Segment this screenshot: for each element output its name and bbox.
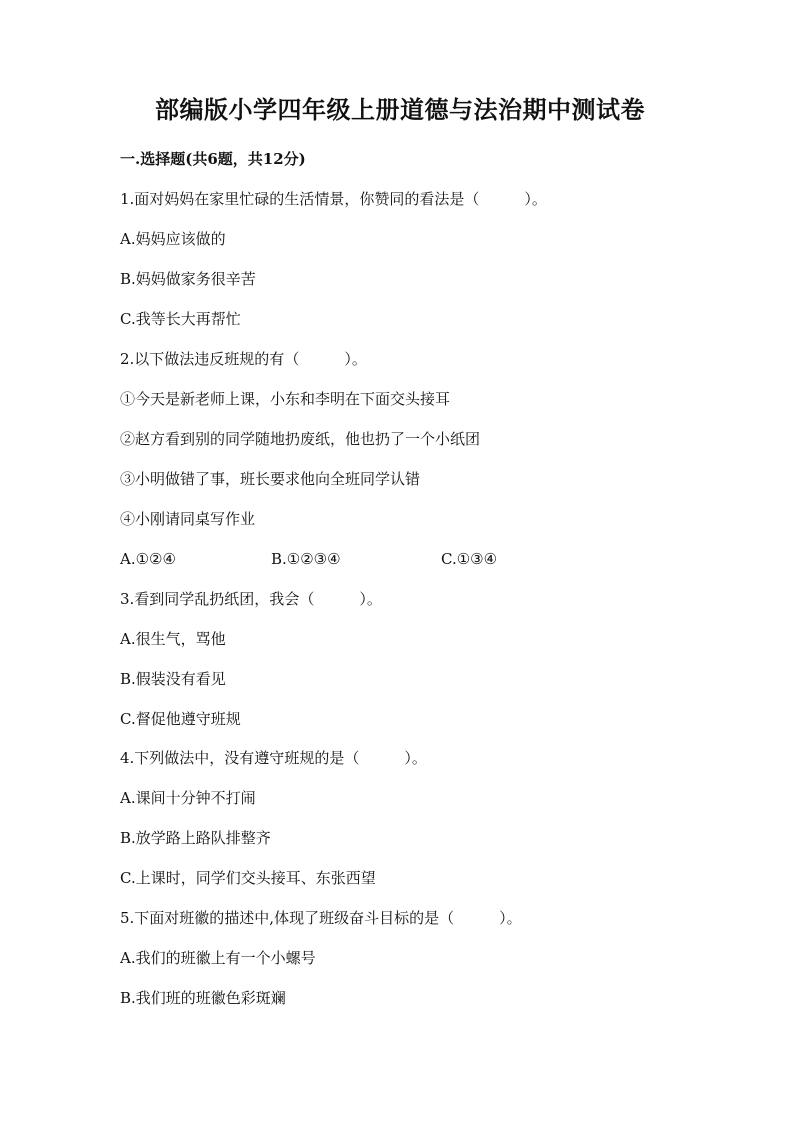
question-5-stem: 5.下面对班徽的描述中,体现了班级奋斗目标的是（ ）。: [120, 909, 522, 927]
question-4-option-c: C.上课时，同学们交头接耳、东张西望: [120, 869, 376, 887]
question-2-stem: 2.以下做法违反班规的有（ ）。: [120, 350, 367, 368]
question-1-stem: 1.面对妈妈在家里忙碌的生活情景，你赞同的看法是（ ）。: [120, 190, 547, 208]
question-2-item-2: ②赵方看到别的同学随地扔废纸，他也扔了一个小纸团: [120, 430, 481, 448]
question-5-option-a: A.我们的班徽上有一个小螺号: [120, 949, 316, 967]
question-2-item-4: ④小刚请同桌写作业: [120, 510, 256, 528]
page-title: 部编版小学四年级上册道德与法治期中测试卷: [155, 95, 645, 124]
question-3-option-a: A.很生气，骂他: [120, 630, 226, 648]
question-1-option-c: C.我等长大再帮忙: [120, 310, 241, 328]
question-2-option-a: A.①②④: [120, 550, 176, 568]
question-2-item-3: ③小明做错了事，班长要求他向全班同学认错: [120, 470, 421, 488]
question-3-stem: 3.看到同学乱扔纸团，我会（ ）。: [120, 590, 382, 608]
question-4-stem: 4.下列做法中，没有遵守班规的是（ ）。: [120, 749, 427, 767]
question-3-option-b: B.假装没有看见: [120, 670, 226, 688]
section-heading: 一.选择题(共6题，共12分): [120, 150, 306, 168]
question-2-option-b: B.①②③④: [271, 550, 341, 568]
question-2-option-c: C.①③④: [441, 550, 498, 568]
question-2-item-1: ①今天是新老师上课，小东和李明在下面交头接耳: [120, 390, 451, 408]
question-1-option-a: A.妈妈应该做的: [120, 230, 226, 248]
question-1-option-b: B.妈妈做家务很辛苦: [120, 270, 256, 288]
question-5-option-b: B.我们班的班徽色彩斑斓: [120, 989, 286, 1007]
question-4-option-a: A.课间十分钟不打闹: [120, 789, 256, 807]
question-3-option-c: C.督促他遵守班规: [120, 710, 241, 728]
question-4-option-b: B.放学路上路队排整齐: [120, 829, 271, 847]
